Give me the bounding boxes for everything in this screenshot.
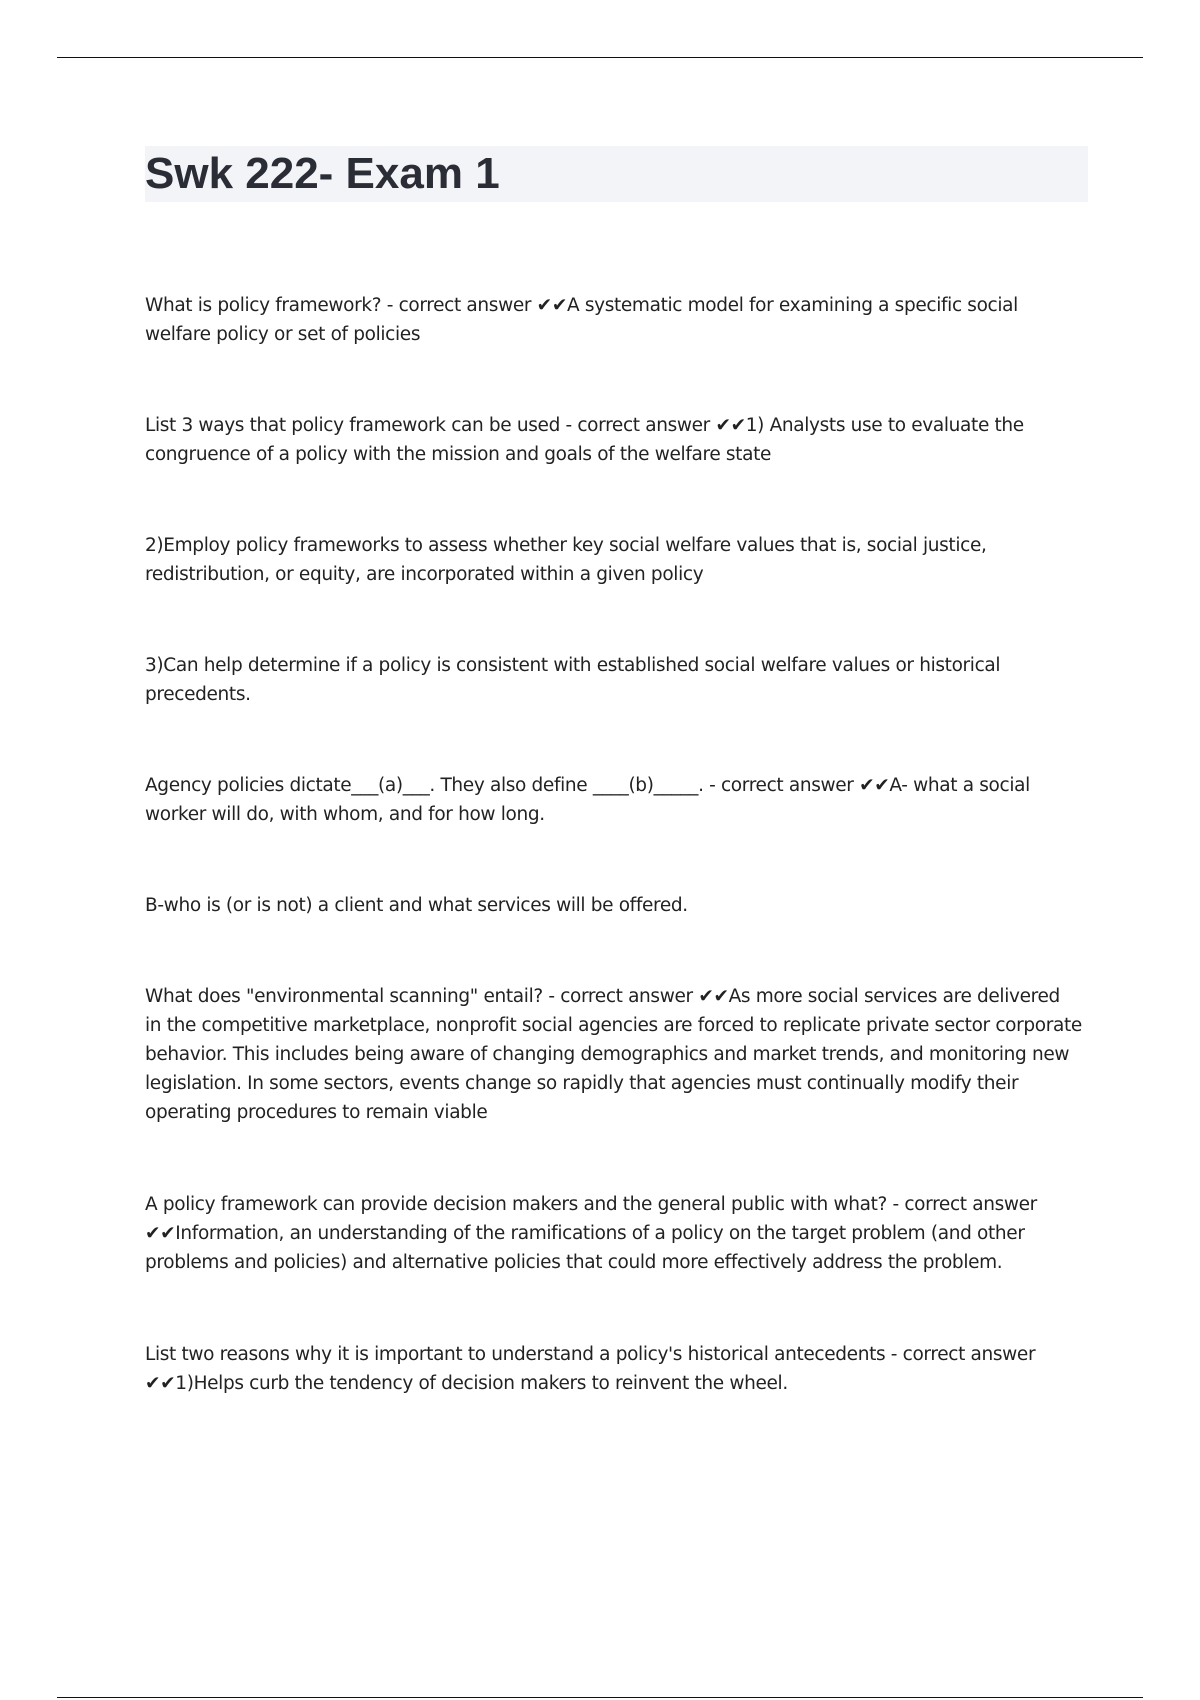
paragraph-historical-antecedents: List two reasons why it is important to understand a policy's historical antecedents - correct answer ✔✔1)Helps curb the tendency of decision makers to reinvent the wheel. — [145, 1344, 1036, 1394]
paragraph-way-three: 3)Can help determine if a policy is consistent with established social welfare values or historical precedents. — [145, 655, 1001, 705]
paragraph-way-two: 2)Employ policy frameworks to assess whether key social welfare values that is, social justice, redistribution, or equity, are incorporated within a given policy — [145, 535, 987, 585]
paragraph-policy-framework-definition: What is policy framework? - correct answer ✔✔A systematic model for examining a specific social welfare policy or set of policies — [145, 295, 1018, 345]
paragraph-decision-makers: A policy framework can provide decision makers and the general public with what? - correct answer ✔✔Information, an understanding of the ramifications of a policy on the target problem (and other problems and policies) and alternative policies that could more effectively address the problem. — [145, 1194, 1037, 1273]
paragraph-agency-policies-b: B-who is (or is not) a client and what services will be offered. — [145, 895, 688, 916]
top-rule — [57, 57, 1143, 58]
bottom-rule — [57, 1697, 1143, 1698]
paragraph-environmental-scanning: What does "environmental scanning" entail? - correct answer ✔✔As more social services are delivered in the competitive marketplace, nonprofit social agencies are forced to replicate private sector corporate behavior. This includes being aware of changing demographics and market trends, and monitoring new legislation. In some sectors, events change so rapidly that agencies must continually modify their operating procedures to remain viable — [145, 986, 1082, 1123]
document-title: Swk 222- Exam 1 — [145, 149, 500, 198]
paragraph-agency-policies: Agency policies dictate___(a)___. They also define ____(b)_____. - correct answer ✔✔A- what a social worker will do, with whom, and for how long. — [145, 775, 1030, 825]
paragraph-three-ways-intro: List 3 ways that policy framework can be used - correct answer ✔✔1) Analysts use to evaluate the congruence of a policy with the mission and goals of the welfare state — [145, 415, 1024, 465]
